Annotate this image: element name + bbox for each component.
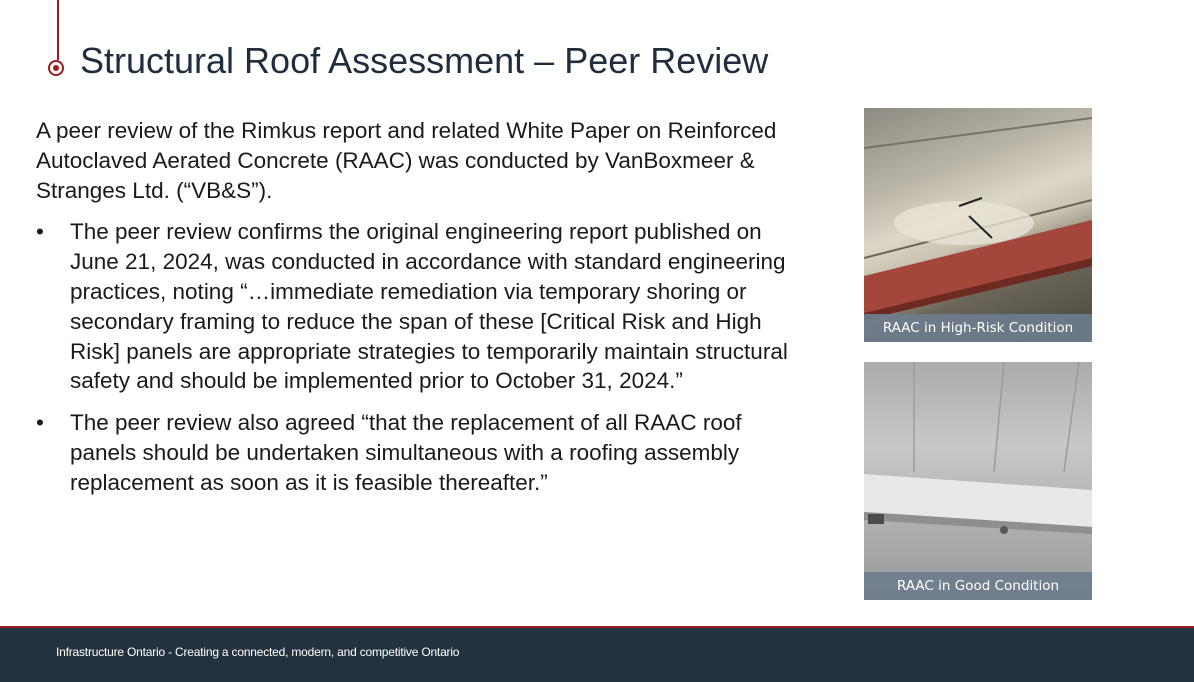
bullet-marker: • (36, 410, 44, 436)
slide-body (36, 116, 796, 510)
bullet-text: The peer review confirms the original engineering report published on June 21, 2024, was conducted in accordance with standard engineering practices, noting “…immediate remediation via temporary shoring or secondary framing to reduce the span of these [Critical Risk and High Risk] panels are appropriate strategies to temporarily maintain structural safety and should be implemented prior to October 31, 2024.” (70, 219, 788, 394)
title-accent-dot (48, 60, 64, 76)
bullet-item (36, 408, 796, 497)
roof-panel-good-illustration (864, 362, 1092, 600)
footer-bar (0, 628, 1194, 682)
intro-paragraph: A peer review of the Rimkus report and related White Paper on Reinforced Autoclaved Aerated Concrete (RAAC) was conducted by VanBoxmeer & Stranges Ltd. (“VB&S”). (36, 118, 777, 203)
raac-good-condition-photo (864, 362, 1092, 600)
bullet-marker: • (36, 219, 44, 245)
image-caption: RAAC in High-Risk Condition (864, 314, 1092, 342)
image-caption: RAAC in Good Condition (864, 572, 1092, 600)
slide-title: Structural Roof Assessment – Peer Review (80, 40, 769, 81)
title-accent-line (57, 0, 59, 60)
raac-high-risk-photo (864, 108, 1092, 342)
bullet-item (36, 217, 796, 396)
roof-panel-damage-illustration (864, 108, 1092, 342)
footer-text: Infrastructure Ontario - Creating a connected, modern, and competitive Ontario (56, 645, 460, 659)
bullet-text: The peer review also agreed “that the replacement of all RAAC roof panels should be undertaken simultaneous with a roofing assembly replacement as soon as it is feasible thereafter.” (70, 410, 742, 495)
